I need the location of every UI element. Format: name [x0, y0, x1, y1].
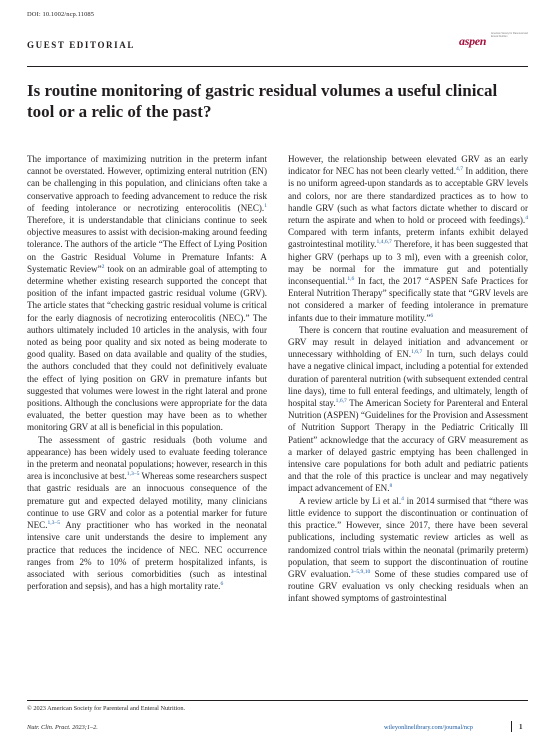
paragraph-text: There is concern that routine evaluation and measurement of GRV may result in delayed initiation and advancement or unnecessary withholding of EN. — [288, 324, 528, 360]
paragraph-text: In turn, such delays could have a negative clinical impact, including a potential for extended duration of parenteral nutrition (with subsequent extended central line days), time to full enteral feedings, and ultimately, length of hospital stay. — [288, 349, 529, 409]
citation-reference-link[interactable]: 1 — [264, 202, 267, 209]
copyright-notice: © 2023 American Society for Parenteral and Enteral Nutrition. — [27, 705, 186, 712]
logo-subtitle: American Society for Parenteral and Enteral Nutrition — [491, 33, 528, 38]
logo-wordmark: aspen — [459, 34, 487, 48]
journal-citation: Nutr. Clin. Pract. 2023;1–2. — [27, 724, 98, 731]
citation-reference-link[interactable]: 1,6,7 — [411, 349, 423, 356]
doi-line: DOI: 10.1002/ncp.11085 — [27, 11, 95, 18]
paragraph-text: Therefore, it is understandable that clinicians continue to seek objective measures to assist with decision-making around feeding tolerance. The authors of the article “The Effect of Lying Position on the Gastric Residual Volume in Premature Infants: A Systematic Review” — [27, 215, 267, 274]
paragraph-text: Therefore, it has been suggested that higher GRV (perhaps up to 3 ml), even with a greenish color, may be normal for the immature gut and potentially inconsequential. — [288, 239, 529, 287]
aspen-logo — [459, 32, 531, 46]
left-column — [27, 153, 267, 592]
paragraph-text: in 2014 surmised that “there was little evidence to support the discontinuation or continuation of this practice.” However, since 2017, there have been several publications, including systematic review articles as well as randomized control trials within the neonatal (primarily preterm) population, that seem to support the discontinuation of routine GRV evaluation. — [288, 495, 528, 579]
paragraph-text: Some of these studies compared use of routine GRV evaluation vs only checking residuals when an infant showed symptoms of gastrointestinal — [288, 568, 528, 604]
citation-reference-link[interactable]: 4 — [401, 495, 404, 502]
citation-reference-link[interactable]: 8 — [389, 483, 393, 490]
citation-reference-link[interactable]: 2 — [101, 263, 105, 270]
body-paragraph — [288, 495, 528, 605]
citation-reference-link[interactable]: 1,6 — [347, 276, 355, 282]
paragraph-text: The importance of maximizing nutrition in the preterm infant cannot be overstated. However, optimizing enteral nutrition (EN) can be challenging in this population, and clinicians often take a conservative approach to feeding advancement to reduce the risk of feeding intolerance or necrotizing enterocolitis (NEC). — [27, 154, 267, 213]
header-rule — [27, 66, 528, 67]
body-paragraph — [27, 153, 267, 434]
citation-reference-link[interactable]: 6 — [430, 312, 434, 319]
paragraph-text: In addition, there is no uniform agreed-upon standards as to acceptable GRV levels and colors, nor are there standardized practices as to how to handle GRV (such as what factors dictate whether to discard or return the aspirate and when to hold or proceed with feedings). — [288, 166, 528, 226]
citation-reference-link[interactable]: 4 — [525, 214, 528, 221]
body-paragraph — [288, 324, 528, 495]
body-paragraph — [27, 434, 267, 593]
paragraph-text: In fact, the 2017 “ASPEN Safe Practices for Enteral Nutrition Therapy” specifically state that “GRV levels are not considered a marker of feeding intolerance in premature infants due to their immature motility.” — [288, 276, 528, 323]
journal-url-link[interactable]: wileyonlinelibrary.com/journal/ncp — [384, 724, 473, 731]
paragraph-text: took on an admirable goal of attempting to determine whether existing research supported the concept that position of the infant impacted gastric residual volume (GRV). The article states that “checking gastric residual volume is critical for the early diagnosis of necrotizing enterocolitis (NEC).” The authors ultimately included 10 articles in the analysis, with four noted as being poor quality and six noted as being moderate to good quality. Based on data available and quality of the studies, the authors concluded that they could not definitively evaluate the effect of lying position on GRV in premature infants but suggested that volumes were lowest in the right lateral and prone positions. Although the conclusions were appropriate for the data evaluated, the better question may have been as to whether monitoring GRV at all is beneficial in this population. — [27, 263, 267, 433]
citation-reference-link[interactable]: 3–5,9,10 — [350, 568, 371, 575]
page-number: 1 — [519, 723, 523, 731]
paragraph-text: Any practitioner who has worked in the neonatal intensive care unit understands the desire to implement any practice that reduces the incidence of NEC. NEC occurrence ranges from 2% to 10% of preterm hospitalized infants, is associated with serious comorbidities (such as intestinal perforation and sepsis), and has a high mortality rate. — [27, 520, 267, 592]
paragraph-text: However, the relationship between elevated GRV as an early indicator for NEC has not been clearly vetted. — [288, 154, 528, 177]
paragraph-text: Compared with term infants, preterm infants exhibit delayed gastrointestinal motility. — [288, 227, 528, 250]
section-label: GUEST EDITORIAL — [27, 40, 135, 50]
citation-reference-link[interactable]: 6 — [220, 581, 224, 588]
citation-reference-link[interactable]: 1,6,7 — [335, 398, 347, 405]
citation-reference-link[interactable]: 1,3–5 — [126, 471, 140, 478]
citation-reference-link[interactable]: 1,3–5 — [47, 520, 61, 527]
page-number-divider — [511, 721, 512, 732]
paragraph-text: A review article by Li et al. — [299, 495, 402, 506]
body-paragraph — [288, 153, 528, 324]
right-column — [288, 153, 528, 605]
citation-reference-link[interactable]: 1,4,6,7 — [376, 239, 392, 246]
article-title: Is routine monitoring of gastric residual volumes a useful clinical tool or a relic of the past? — [27, 81, 498, 121]
paragraph-text: The American Society for Parenteral and Enteral Nutrition (ASPEN) “Guidelines for the Provision and Assessment of Nutrition Support Therapy in the Pediatric Critically Ill Patient” acknowledge that the accuracy of GRV measurement as a marker of delayed gastric emptying has been challenged in intensive care populations for both adult and pediatric patients and that the role of this practice is unclear and may negatively impact advancement of EN. — [288, 398, 528, 494]
citation-reference-link[interactable]: 4,7 — [456, 166, 463, 173]
paragraph-text: Whereas some researchers suspect that gastric residuals are an innocuous consequence of the premature gut and expected delayed motility, many clinicians continue to use GRV and color as a potential marker for future NEC. — [27, 471, 267, 531]
paragraph-text: The assessment of gastric residuals (both volume and appearance) has been widely used to evaluate feeding tolerance in the preterm and neonatal populations; however, research in this area is inconclusive at best. — [27, 434, 267, 482]
footer-rule — [27, 700, 528, 701]
